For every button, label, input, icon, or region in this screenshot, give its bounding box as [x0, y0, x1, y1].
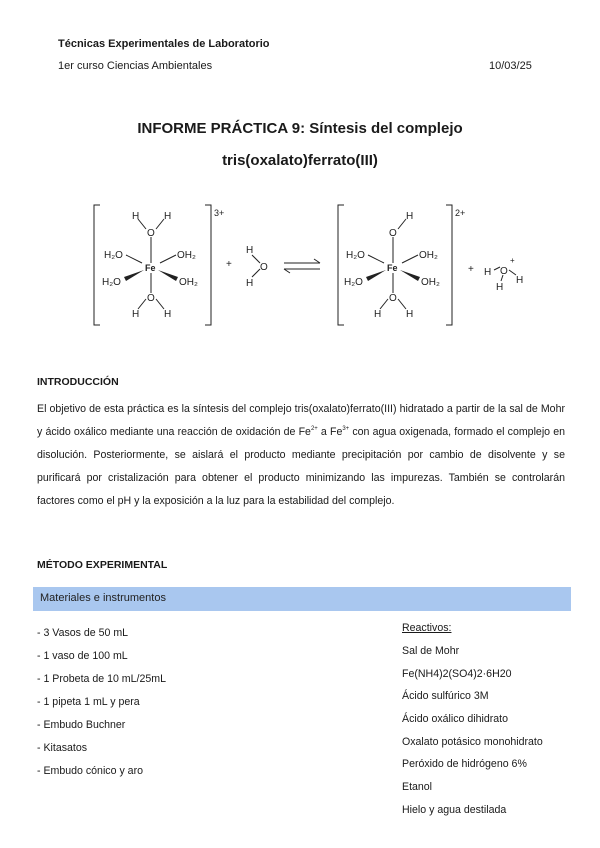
svg-text:OH₂: OH₂ [177, 250, 196, 261]
list-item: - 1 vaso de 100 mL [37, 650, 128, 662]
svg-text:H: H [132, 211, 140, 222]
svg-text:H₂O: H₂O [344, 277, 363, 288]
svg-text:H: H [132, 309, 140, 320]
svg-text:H: H [374, 309, 382, 320]
svg-text:H: H [246, 245, 254, 256]
svg-text:OH₂: OH₂ [179, 277, 198, 288]
svg-text:Fe: Fe [145, 263, 156, 273]
reaction-scheme [80, 197, 550, 333]
course-name: 1er curso Ciencias Ambientales [58, 60, 213, 72]
svg-text:O: O [389, 228, 397, 239]
materials-list [37, 626, 166, 787]
svg-text:H: H [516, 275, 524, 286]
report-date: 10/03/25 [489, 60, 532, 72]
list-item: Ácido oxálico dihidrato [402, 713, 508, 726]
list-item: - 3 Vasos de 50 mL [37, 627, 129, 639]
svg-text:Fe: Fe [387, 263, 398, 273]
list-item: Oxalato potásico monohidrato [402, 735, 543, 748]
list-item: Ácido sulfúrico 3M [402, 690, 489, 703]
equilibrium-arrow [284, 259, 320, 273]
svg-text:O: O [389, 293, 397, 304]
svg-text:+: + [226, 259, 232, 270]
charge-right: 2+ [455, 208, 466, 218]
report-title-line2: tris(oxalato)ferrato(III) [222, 152, 378, 169]
svg-text:O: O [147, 228, 155, 239]
list-item: Sal de Mohr [402, 645, 460, 657]
svg-text:OH₂: OH₂ [419, 250, 438, 261]
course-title: Técnicas Experimentales de Laboratorio [58, 38, 270, 50]
list-item: - 1 pipeta 1 mL y pera [37, 696, 140, 708]
list-item: - Embudo Buchner [37, 719, 126, 731]
introduction-paragraph: El objetivo de esta práctica es la síntesis del complejo tris(oxalato)ferrato(III) hidratado a partir de la sal de Mohr y ácido oxálico mediante una reacción de oxidación de $Fe^{2+}$ a $Fe^{3+}$ con agua oxigenada, formado el complejo en disolución. Posteriormente, se aislará el producto mediante precipitación por cambio de disolvente y se purificará por cristalización para obtener el producto minimizando las impurezas. También se controlarán factores como el pH y la exposición a la luz para la estabilidad del complejo. [37, 403, 566, 507]
bracket-left-open [94, 205, 100, 325]
svg-text:H: H [484, 267, 492, 278]
svg-text:H: H [406, 309, 414, 320]
svg-text:+: + [510, 256, 515, 265]
list-item: Hielo y agua destilada [402, 803, 507, 816]
svg-text:H: H [496, 282, 504, 293]
materials-bar-label: Materiales e instrumentos [40, 592, 166, 604]
bracket-right-open [338, 205, 344, 325]
list-item: - Embudo cónico y aro [37, 765, 143, 777]
svg-text:OH₂: OH₂ [421, 277, 440, 288]
svg-text:H₂O: H₂O [102, 277, 121, 288]
charge-left: 3+ [214, 208, 225, 218]
list-item: Peróxido de hidrógeno 6% [402, 758, 527, 771]
list-item: - 1 Probeta de 10 mL/25mL [37, 673, 166, 685]
materials-bar [33, 587, 571, 611]
bracket-right-close [446, 205, 452, 325]
reagents-list [402, 644, 543, 826]
reagents-heading: Reactivos: [402, 622, 452, 634]
svg-text:+: + [468, 264, 474, 275]
svg-text:H₂O: H₂O [346, 250, 365, 261]
svg-text:H: H [246, 278, 254, 289]
introduction-heading: INTRODUCCIÓN [37, 376, 119, 388]
svg-text:H: H [406, 211, 414, 222]
bracket-left-close [205, 205, 211, 325]
report-title-line1: INFORME PRÁCTICA 9: Síntesis del complejo [137, 120, 463, 137]
svg-text:O: O [260, 262, 268, 273]
svg-text:H: H [164, 309, 172, 320]
svg-text:H₂O: H₂O [104, 250, 123, 261]
svg-text:O: O [500, 266, 508, 277]
svg-text:O: O [147, 293, 155, 304]
method-heading: MÉTODO EXPERIMENTAL [37, 559, 168, 571]
list-item: Fe(NH4)2(SO4)2·6H20 [402, 667, 512, 680]
svg-text:H: H [164, 211, 172, 222]
list-item: Etanol [402, 781, 433, 794]
list-item: - Kitasatos [37, 742, 88, 754]
